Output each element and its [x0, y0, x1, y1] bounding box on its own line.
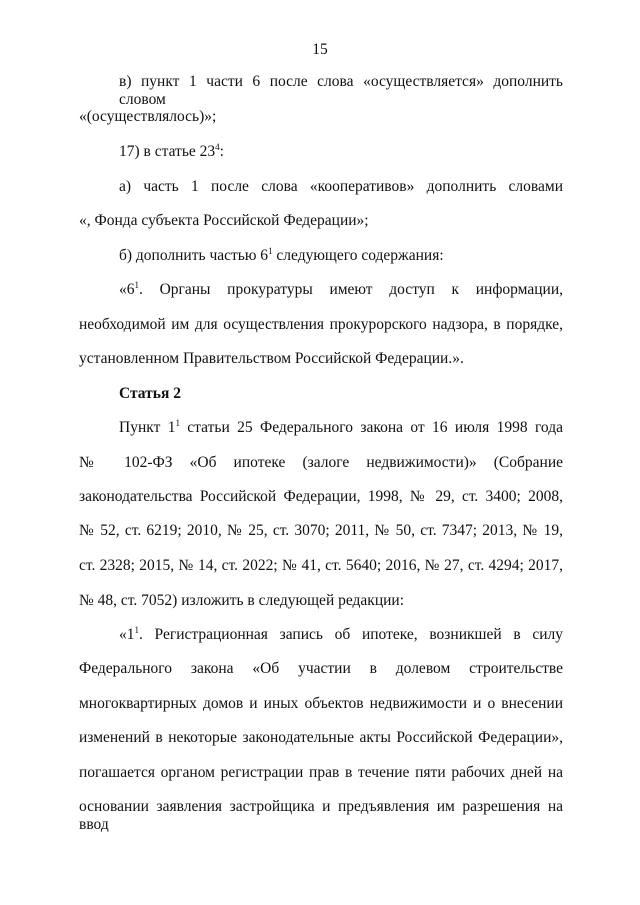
text-fragment: . Органы прокуратуры имеют доступ к информации,	[139, 281, 563, 298]
text-line: многоквартирных домов и иных объектов недвижимости и о внесении	[79, 695, 563, 712]
text-fragment: «6	[119, 281, 135, 298]
text-line: Федерального закона «Об участии в долевом строительстве	[79, 660, 563, 677]
text-line: в) пункт 1 части 6 после слова «осуществляется» дополнить словом	[119, 73, 563, 108]
text-line: «(осуществлялось)»;	[79, 108, 217, 125]
superscript: 4	[215, 142, 220, 152]
superscript: 1	[134, 625, 139, 635]
text-line	[119, 281, 563, 299]
text-line: № 102-ФЗ «Об ипотеке (залоге недвижимости)» (Собрание	[79, 454, 563, 471]
text-fragment: :	[219, 143, 224, 160]
text-line: ст. 2328; 2015, № 14, ст. 2022; № 41, ст. 5640; 2016, № 27, ст. 4294; 2017,	[79, 557, 563, 574]
text-line: основании заявления застройщика и предъявления им разрешения на ввод	[79, 798, 563, 833]
text-fragment: Пункт 1	[119, 419, 176, 436]
text-line: «, Фонда субъекта Российской Федерации»;	[79, 212, 369, 229]
text-line: а) часть 1 после слова «кооперативов» дополнить словами	[119, 178, 563, 195]
text-fragment: следующего содержания:	[272, 247, 444, 264]
text-line: № 52, ст. 6219; 2010, № 25, ст. 3070; 2011, № 50, ст. 7347; 2013, № 19,	[79, 522, 563, 539]
text-fragment: . Регистрационная запись об ипотеке, возникшей в силу	[139, 626, 563, 643]
text-line: необходимой им для осуществления прокурорского надзора, в порядке,	[79, 316, 563, 333]
page-number: 15	[312, 41, 328, 58]
superscript: 1	[268, 246, 273, 256]
text-line: погашается органом регистрации прав в течение пяти рабочих дней на	[79, 764, 563, 781]
text-line: № 48, ст. 7052) изложить в следующей редакции:	[79, 592, 405, 609]
text-line	[119, 419, 563, 437]
superscript: 1	[134, 280, 139, 290]
text-line	[119, 626, 563, 644]
text-fragment: статьи 25 Федерального закона от 16 июля 1998 года	[179, 419, 563, 436]
text-line	[119, 247, 444, 265]
text-fragment: б) дополнить частью 6	[119, 247, 269, 264]
text-line	[119, 143, 224, 161]
article-heading: Статья 2	[119, 385, 181, 402]
superscript: 1	[175, 418, 180, 428]
text-line: установленном Правительством Российской Федерации.».	[79, 350, 464, 367]
text-line: законодательства Российской Федерации, 1998, № 29, ст. 3400; 2008,	[79, 488, 563, 505]
text-fragment: «1	[119, 626, 135, 643]
text-fragment: 17) в статье 23	[119, 143, 216, 160]
text-line: изменений в некоторые законодательные акты Российской Федерации»,	[79, 729, 563, 746]
